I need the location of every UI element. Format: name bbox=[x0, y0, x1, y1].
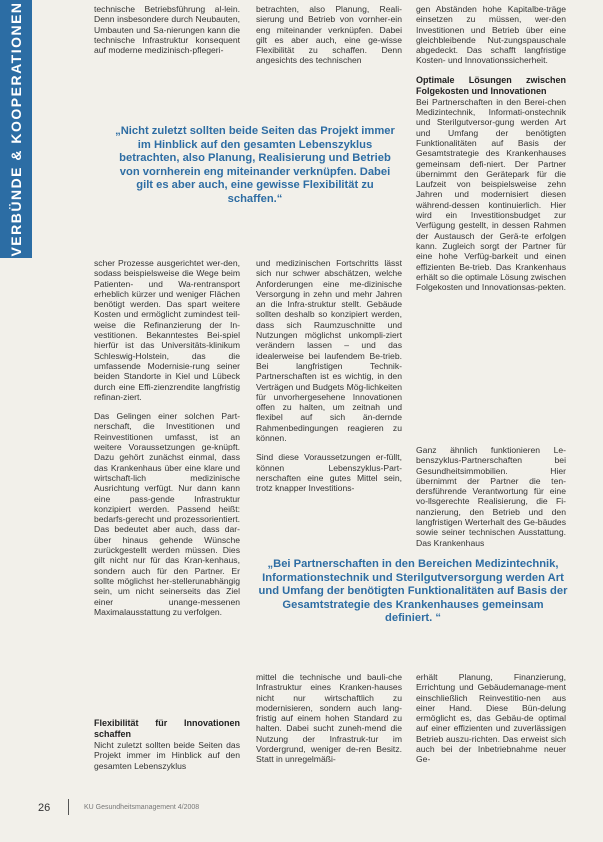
pull-quote: „Bei Partnerschaften in den Bereichen Medizintechnik, Informationstechnik und Sterilgutversorgung werden Art und Umfang der benötigten Funktionalitäten auf Basis der Gesamtstrategie des Krankenhauses gemeinsam definiert. “ bbox=[258, 558, 568, 625]
paragraph: Ganz ähnlich funktionieren Le-benszyklus-Partnerschaften bei Gesundheitsimmobilien. Hier übernimmt der Partner die ten-dersführende Verantwortung für eine vo-llsgerechte Realisierung, die Fi-nanzierung, den Betrieb und den langfristigen Werterhalt des Ge-bäudes sowie seiner technischen Ausstattung. Das Krankenhaus bbox=[416, 445, 566, 548]
bottom-column-2 bbox=[256, 672, 402, 774]
paragraph: Bei Partnerschaften in den Berei-chen Medizintechnik, Informati-onstechnik und Sterilgutversor-gung werden Art und Umfang der benötigten Funktionalitäten auf Basis der Gesamtstrategie des Krankenhauses gemeinsam defi-niert. Der Partner übernimmt den Gerätepark für die Laufzeit von beispielsweise zehn Jahren und modernisiert diesen während-dessen kontinuierlich. Hier wird ein Investitionsbudget zur Verfügung gestellt, in dessen Rahmen der Austausch der Gerä-te erfolgen kann. Zugleich sorgt der Partner für eine hohe Verfüg-barkeit und einen effizienten Be-trieb. Das Krankenhaus erhält so die optimale Lösung zwischen Folgekosten und Innovationsas-pekten. bbox=[416, 96, 567, 293]
paragraph: erhält Planung, Finanzierung, Errichtung und Gebäudemanage-ment einschließlich Reinvestitio-nen aus einer Hand. Diese Bün-delung ermöglicht es, das Gebäu-de optimal auf einer effizienten und zuverlässigen Betrieb auszu-richten. Das erweist sich auch bei der Inbetriebnahme neuer Ge- bbox=[416, 672, 566, 765]
subheading: Flexibilität für Innovationen schaffen bbox=[94, 718, 240, 739]
section-sidebar bbox=[0, 0, 32, 258]
paragraph: und medizinischen Fortschritts lässt sich nur schwer abschätzen, welche Anforderungen eine me-dizinische Versorgung in zehn und mehr Jahren an die Infra-struktur stellt. Gebäude sollten deshalb so konzipiert werden, dass sich Raumzuschnitte und Nutzungen möglichst unkompli-ziert verändern lassen – und das idealerweise bei laufendem Be-trieb. Bei langfristigen Technik-Partnerschaften ist es wichtig, in den Verträgen und Budgets Mög-lichkeiten für unvorhergesehene Innovationen offen zu halten, um zeitnah und flexibel auf sich än-dernde Rahmenbedingungen reagieren zu können. bbox=[256, 258, 402, 444]
top-column-3 bbox=[416, 4, 566, 301]
paragraph: mittel die technische und bauli-che Infrastruktur eines Kranken-hauses nicht nur wirtschaftlich zu modernisieren, sondern auch lang-fristig auf einem hohen Standard zu halten. Dabei sucht zuneh-mend die Nutzung der Infrastruk-tur im Vordergrund, weniger de-ren Besitz. Statt in unregelmäßi- bbox=[256, 672, 402, 765]
paragraph: Das Gelingen einer solchen Part-nerschaft, die Investitionen und Reinvestitionen umfasst, ist an weitere Voraussetzungen ge-knüpft. Dazu gehört zunächst einmal, dass das Krankenhaus über eine klare und wirtschaft-lich medizinische Ausrichtung verfügt. Nur dann kann eine pass-gende Infrastruktur konzipiert werden. Passend heißt: bedarfs-gerecht und prozessorientiert. Das bedeutet aber auch, dass dar-über hinaus gehende Wünsche zurückgestellt werden müssen. Dies gilt nicht nur für das Kran-kenhaus, sondern auch für den Partner. Er sollte möglichst her-stellerunabhängig sein, um nicht seinerseits das Ziel einer unange-messenen Maximalausstattung zu verfolgen. bbox=[94, 411, 240, 617]
middle-column-2 bbox=[256, 258, 402, 503]
paragraph: scher Prozesse ausgerichtet wer-den, sodass beispielsweise die Wege beim Patienten- und Wa-rentransport erheblich kürzer und weniger Flächen benötigt werden. Das spart weitere Kosten und ermöglicht zumindest teil-weise die Refinanzierung der In-vestitionen. Bekanntestes Bei-spiel hierfür ist das Universitäts-klinikum Schleswig-Holstein, das die umfassende Modernisie-rung seiner beiden Standorte in Kiel und Lübeck durch eine Effi-zienzrendite langfristig refinan-ziert. bbox=[94, 258, 240, 402]
section-label: VERBÜNDE & KOOPERATIONEN bbox=[8, 1, 24, 257]
bottom-column-3 bbox=[416, 672, 566, 774]
top-column-2 bbox=[256, 4, 402, 75]
bottom-column-1 bbox=[94, 718, 240, 780]
paragraph: gen Abständen hohe Kapitalbe-träge einsetzen zu müssen, wer-den Investitionen und Betrieb über eine gleichbleibende Nut-zungspauschale abgedeckt. Das schafft langfristige Kosten- und Innovationssicherheit. bbox=[416, 4, 566, 66]
pull-quote: „Nicht zuletzt sollten beide Seiten das Projekt immer im Hinblick auf den gesamten Lebenszyklus betrachten, also Planung, Realisierung und Betrieb von vornherein eng miteinander verknüpfen. Dabei gilt es aber auch, eine gewisse Flexibilität zu schaffen.“ bbox=[115, 125, 395, 205]
footer-divider bbox=[68, 799, 69, 815]
page-footer bbox=[38, 802, 200, 814]
middle-column-1 bbox=[94, 258, 240, 626]
paragraph: technische Betriebsführung al-lein. Denn insbesondere durch Neubauten, Umbauten und Sa-nierungen kann die technische Infrastruktur konsequent auf moderne medizinisch-pflegeri- bbox=[94, 4, 240, 56]
paragraph: betrachten, also Planung, Reali-sierung und Betrieb von vornher-ein eng miteinander verknüpfen. Dabei gilt es aber auch, eine ge-wisse Flexibilität zu schaffen. Denn angesichts des technischen bbox=[256, 4, 402, 66]
publication-name: KU Gesundheitsmanagement 4/2008 bbox=[84, 804, 200, 811]
paragraph: Sind diese Voraussetzungen er-füllt, können Lebenszyklus-Part-nerschaften eine gutes Mittel sein, trotz knapper Investitions- bbox=[256, 452, 402, 494]
paragraph: Nicht zuletzt sollten beide Seiten das Projekt immer im Hinblick auf den gesamten Lebenszyklus bbox=[94, 740, 240, 771]
subheading: Optimale Lösungen zwischen Folgekosten und Innovationen bbox=[416, 74, 566, 96]
page-number: 26 bbox=[38, 802, 51, 814]
middle-column-3 bbox=[416, 445, 566, 557]
top-column-1 bbox=[94, 4, 240, 64]
